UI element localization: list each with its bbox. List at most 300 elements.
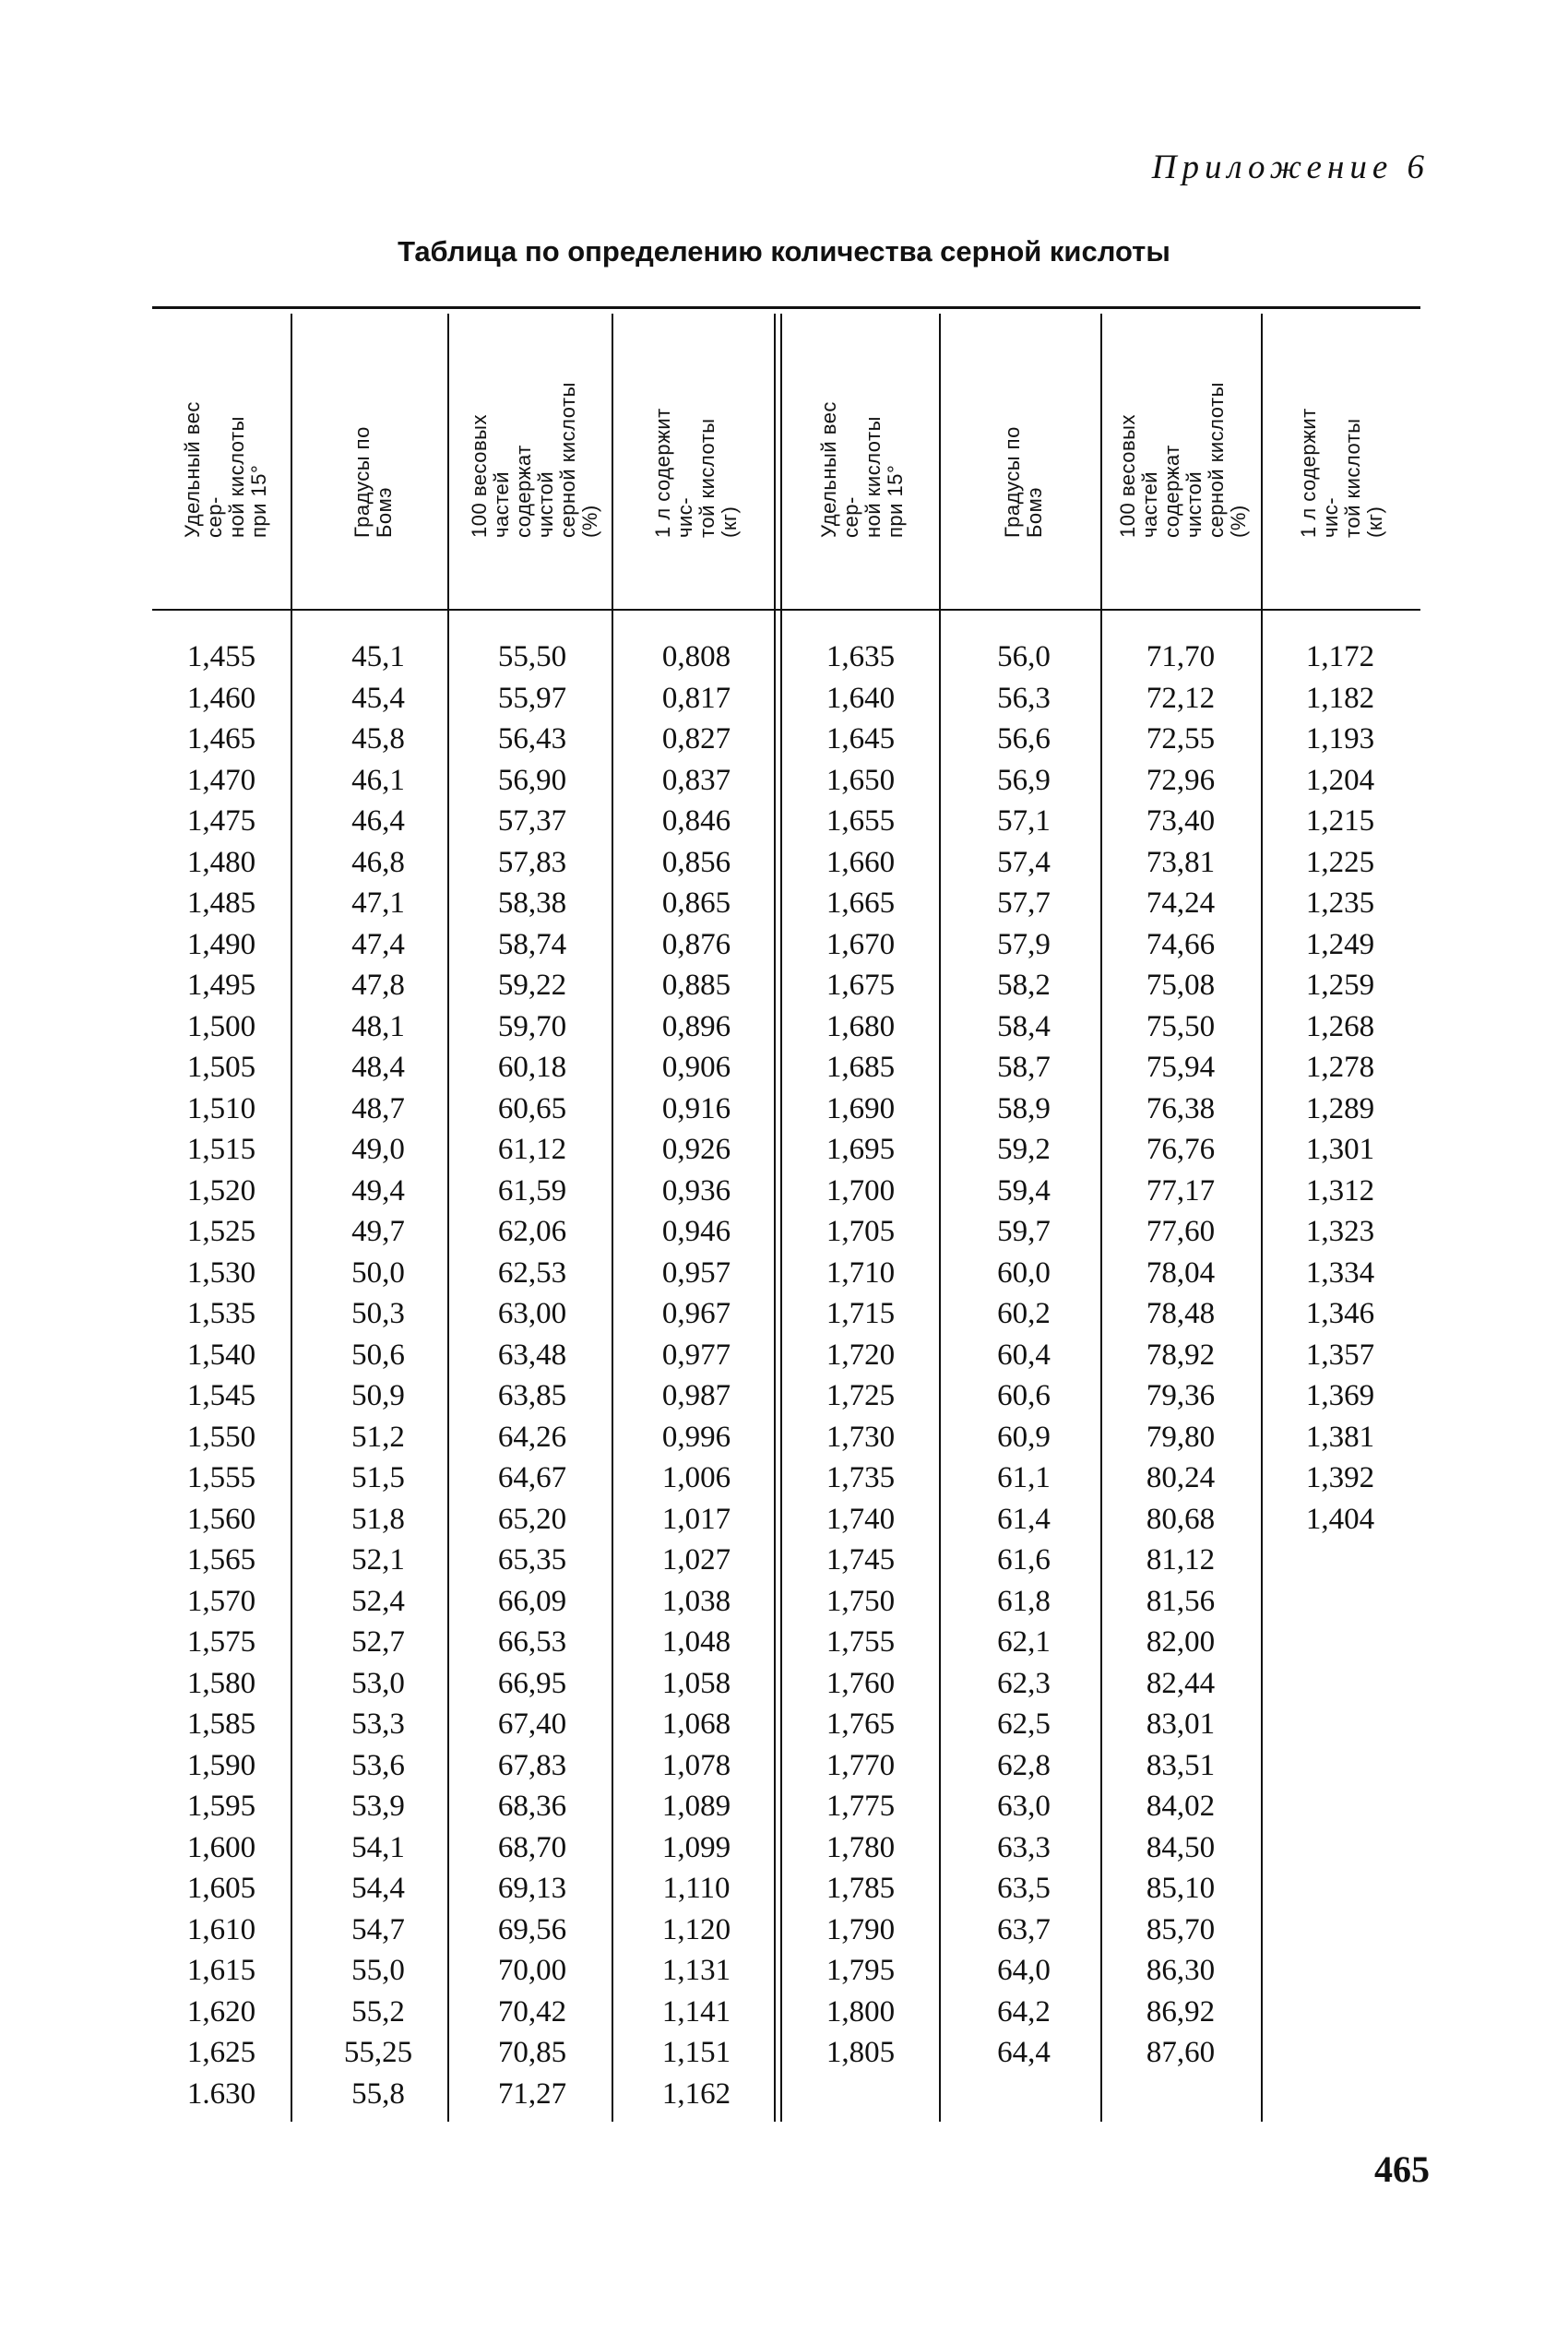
table-cell: 1,805	[826, 2036, 896, 2069]
table-cell: 63,48	[497, 1338, 567, 1372]
column-percent	[454, 637, 611, 2114]
table-cell: 59,22	[497, 969, 567, 1002]
table-cell: 57,1	[997, 804, 1051, 838]
table-cell: 84,50	[1146, 1830, 1216, 1864]
table-cell: 1,480	[186, 845, 256, 879]
table-cell: 1,495	[186, 969, 256, 1002]
table-cell: 58,9	[997, 1091, 1051, 1125]
table-cell: 1,289	[1305, 1091, 1375, 1125]
table-cell: 1,720	[826, 1338, 896, 1372]
table-cell: 1,550	[186, 1420, 256, 1454]
table-cell: 63,85	[497, 1379, 567, 1412]
table-cell: 56,6	[997, 722, 1051, 756]
table-cell: 80,68	[1146, 1502, 1216, 1536]
table-cell: 1,530	[186, 1255, 256, 1290]
table-cell: 59,70	[497, 1009, 567, 1043]
table-cell: 1,705	[826, 1215, 896, 1248]
table-cell: 73,81	[1146, 845, 1216, 879]
table-cell: 80,24	[1146, 1461, 1216, 1494]
table-cell: 60,0	[997, 1255, 1051, 1290]
header-bottom-rule	[152, 609, 1420, 611]
table-cell: 83,51	[1146, 1748, 1216, 1782]
table-cell: 76,76	[1146, 1133, 1216, 1166]
table-cell: 1,665	[826, 886, 896, 920]
table-cell: 53,6	[351, 1748, 405, 1782]
table-cell: 66,09	[497, 1584, 567, 1618]
table-cell: 82,00	[1146, 1625, 1216, 1659]
table-cell: 1,695	[826, 1133, 896, 1166]
table-cell: 64,67	[497, 1461, 567, 1494]
table-cell: 0,856	[661, 845, 731, 879]
table-cell: 1,038	[661, 1584, 731, 1618]
table-cell: 60,9	[997, 1420, 1051, 1454]
table-cell: 78,48	[1146, 1297, 1216, 1330]
table-cell: 1,535	[186, 1297, 256, 1330]
header-text: 100 весовых частей содержат чистой серной кислоты (%)	[1116, 382, 1250, 538]
table-cell: 74,24	[1146, 886, 1216, 920]
table-cell: 63,7	[997, 1912, 1051, 1946]
page-number: 465	[1374, 2148, 1430, 2190]
table-cell: 1,120	[661, 1912, 731, 1946]
page-title: Таблица по определению количества серной кислоты	[398, 235, 1170, 268]
table-cell: 61,12	[497, 1133, 567, 1166]
table-cell: 67,40	[497, 1707, 567, 1741]
table-cell: 1,610	[186, 1912, 256, 1946]
table-cell: 1,323	[1305, 1215, 1375, 1248]
table-cell: 1,505	[186, 1051, 256, 1084]
table-cell: 0,906	[661, 1051, 731, 1084]
table-cell: 1,785	[826, 1872, 896, 1905]
table-cell: 61,8	[997, 1584, 1051, 1618]
table-cell: 69,13	[497, 1872, 567, 1905]
table-cell: 56,3	[997, 681, 1051, 715]
table-cell: 60,6	[997, 1379, 1051, 1412]
table-cell: 0,865	[661, 886, 731, 920]
table-cell: 1,740	[826, 1502, 896, 1536]
table-cell: 55,2	[351, 1994, 405, 2029]
table-cell: 83,01	[1146, 1707, 1216, 1741]
table-cell: 54,1	[351, 1830, 405, 1864]
table-cell: 1,278	[1305, 1051, 1375, 1084]
table-cell: 76,38	[1146, 1091, 1216, 1125]
table-cell: 61,1	[997, 1461, 1051, 1494]
table-cell: 1,765	[826, 1707, 896, 1741]
table-cell: 1,565	[186, 1543, 256, 1576]
header-text: 100 весовых частей содержат чистой серной кислоты (%)	[468, 382, 601, 538]
column-kg-per-liter	[618, 637, 775, 2114]
table-cell: 58,74	[497, 927, 567, 961]
table-cell: 1,605	[186, 1872, 256, 1905]
table-cell: 1,172	[1305, 640, 1375, 673]
table-cell: 1,268	[1305, 1009, 1375, 1043]
table-cell: 51,5	[351, 1461, 405, 1494]
header-text: Удельный вес сер- ной кислоты при 15°	[817, 401, 907, 538]
table-cell: 1,006	[661, 1461, 731, 1494]
table-top-rule	[152, 306, 1420, 309]
table-cell: 63,00	[497, 1297, 567, 1330]
table-cell: 1,715	[826, 1297, 896, 1330]
table-cell: 49,4	[351, 1173, 405, 1208]
table-cell: 51,8	[351, 1502, 405, 1536]
table-cell: 1,193	[1305, 722, 1375, 756]
table-cell: 1,685	[826, 1051, 896, 1084]
table-cell: 54,7	[351, 1912, 405, 1946]
table-cell: 1,655	[826, 804, 896, 838]
table-cell: 56,0	[997, 640, 1051, 673]
table-cell: 47,8	[351, 969, 405, 1002]
table-cell: 0,967	[661, 1297, 731, 1330]
table-cell: 58,4	[997, 1009, 1051, 1043]
table-cell: 1,625	[186, 2036, 256, 2069]
table-cell: 1,182	[1305, 681, 1375, 715]
table-cell: 1,595	[186, 1790, 256, 1823]
table-cell: 52,4	[351, 1584, 405, 1618]
header-cell-kg-per-liter-2	[1264, 314, 1420, 605]
table-cell: 1,048	[661, 1625, 731, 1659]
table-cell: 86,92	[1146, 1994, 1216, 2029]
table-cell: 47,4	[351, 927, 405, 961]
table-cell: 1,027	[661, 1543, 731, 1576]
table-cell: 64,4	[997, 2036, 1051, 2069]
header-text: 1 л содержит чис- той кислоты (кг)	[651, 408, 741, 538]
table-cell: 1,485	[186, 886, 256, 920]
table-cell: 0,846	[661, 804, 731, 838]
table-cell: 60,65	[497, 1091, 567, 1125]
table-cell: 1,675	[826, 969, 896, 1002]
table-cell: 61,6	[997, 1543, 1051, 1576]
table-cell: 72,96	[1146, 763, 1216, 797]
table-cell: 62,53	[497, 1255, 567, 1290]
table-cell: 1.630	[186, 2076, 256, 2111]
table-cell: 1,790	[826, 1912, 896, 1946]
table-cell: 1,151	[661, 2036, 731, 2069]
table-cell: 1,465	[186, 722, 256, 756]
table-cell: 1,404	[1305, 1502, 1375, 1536]
table-cell: 65,20	[497, 1502, 567, 1536]
column-baume	[300, 637, 457, 2114]
table-cell: 1,131	[661, 1954, 731, 1987]
table-cell: 1,795	[826, 1954, 896, 1987]
table-cell: 71,70	[1146, 640, 1216, 673]
column-percent-2	[1102, 637, 1259, 2074]
table-cell: 50,0	[351, 1255, 405, 1290]
table-cell: 72,12	[1146, 681, 1216, 715]
table-cell: 46,8	[351, 845, 405, 879]
table-cell: 1,500	[186, 1009, 256, 1043]
header-text: Градусы по Бомэ	[1001, 426, 1046, 538]
table-cell: 59,2	[997, 1133, 1051, 1166]
table-cell: 1,620	[186, 1994, 256, 2029]
table-cell: 1,580	[186, 1666, 256, 1700]
table-cell: 60,4	[997, 1338, 1051, 1372]
table-cell: 78,04	[1146, 1255, 1216, 1290]
table-cell: 1,099	[661, 1830, 731, 1864]
table-cell: 54,4	[351, 1872, 405, 1905]
table-cell: 0,987	[661, 1379, 731, 1412]
header-cell-specific-gravity-2	[784, 314, 941, 605]
table-cell: 45,4	[351, 681, 405, 715]
table-cell: 0,996	[661, 1420, 731, 1454]
table-cell: 1,301	[1305, 1133, 1375, 1166]
table-cell: 46,4	[351, 804, 405, 838]
table-cell: 70,85	[497, 2036, 567, 2069]
table-cell: 48,4	[351, 1051, 405, 1084]
table-cell: 87,60	[1146, 2036, 1216, 2069]
table-cell: 64,0	[997, 1954, 1051, 1987]
table-cell: 63,0	[997, 1790, 1051, 1823]
table-cell: 62,06	[497, 1215, 567, 1248]
table-cell: 75,94	[1146, 1051, 1216, 1084]
table-cell: 48,1	[351, 1009, 405, 1043]
table-cell: 53,0	[351, 1666, 405, 1700]
table-cell: 64,26	[497, 1420, 567, 1454]
table-cell: 1,570	[186, 1584, 256, 1618]
table-cell: 1,259	[1305, 969, 1375, 1002]
table-cell: 1,357	[1305, 1338, 1375, 1372]
table-cell: 1,110	[662, 1872, 731, 1905]
table-cell: 52,1	[351, 1543, 405, 1576]
table-cell: 1,490	[186, 927, 256, 961]
table-cell: 1,745	[826, 1543, 896, 1576]
table-cell: 62,3	[997, 1666, 1051, 1700]
table-cell: 48,7	[351, 1091, 405, 1125]
table-cell: 77,60	[1146, 1215, 1216, 1248]
table-cell: 55,25	[343, 2036, 413, 2069]
table-cell: 1,725	[826, 1379, 896, 1412]
header-cell-kg-per-liter	[618, 314, 775, 605]
table-cell: 1,710	[826, 1255, 896, 1290]
table-cell: 1,700	[826, 1173, 896, 1208]
table-cell: 63,5	[997, 1872, 1051, 1905]
table-cell: 1,750	[826, 1584, 896, 1618]
table-cell: 1,780	[826, 1830, 896, 1864]
table-cell: 1,555	[186, 1461, 256, 1494]
table-cell: 55,97	[497, 681, 567, 715]
table-cell: 1,515	[186, 1133, 256, 1166]
table-cell: 0,946	[661, 1215, 731, 1248]
table-cell: 1,585	[186, 1707, 256, 1741]
table-cell: 1,800	[826, 1994, 896, 2029]
table-cell: 68,70	[497, 1830, 567, 1864]
table-cell: 0,896	[661, 1009, 731, 1043]
table-cell: 1,017	[661, 1502, 731, 1536]
table-cell: 81,12	[1146, 1543, 1216, 1576]
table-cell: 58,7	[997, 1051, 1051, 1084]
table-cell: 1,540	[186, 1338, 256, 1372]
table-cell: 1,520	[186, 1173, 256, 1208]
table-cell: 60,18	[497, 1051, 567, 1084]
table-cell: 57,9	[997, 927, 1051, 961]
table-cell: 84,02	[1146, 1790, 1216, 1823]
table-cell: 1,162	[661, 2076, 731, 2111]
table-cell: 45,1	[351, 640, 405, 673]
table-cell: 61,59	[497, 1173, 567, 1208]
header-text: 1 л содержит чис- той кислоты (кг)	[1297, 408, 1386, 538]
table-cell: 55,8	[351, 2076, 405, 2111]
table-cell: 1,525	[186, 1215, 256, 1248]
header-cell-baume	[295, 314, 452, 605]
table-cell: 62,8	[997, 1748, 1051, 1782]
table-cell: 0,808	[661, 640, 731, 673]
table-cell: 66,95	[497, 1666, 567, 1700]
column-specific-gravity	[143, 637, 300, 2114]
table-cell: 59,4	[997, 1173, 1051, 1208]
table-cell: 57,83	[497, 845, 567, 879]
table-cell: 52,7	[351, 1625, 405, 1659]
table-cell: 86,30	[1146, 1954, 1216, 1987]
header-cell-percent	[457, 314, 613, 605]
table-cell: 1,590	[186, 1748, 256, 1782]
table-cell: 45,8	[351, 722, 405, 756]
appendix-label: Приложение 6	[1151, 149, 1430, 186]
table-cell: 65,35	[497, 1543, 567, 1576]
table-cell: 71,27	[497, 2076, 567, 2111]
table-cell: 1,615	[186, 1954, 256, 1987]
table-cell: 1,475	[186, 804, 256, 838]
column-specific-gravity-2	[782, 637, 939, 2074]
header-text: Удельный вес сер- ной кислоты при 15°	[181, 401, 270, 538]
table-cell: 1,560	[186, 1502, 256, 1536]
table-cell: 50,3	[351, 1297, 405, 1330]
table-cell: 57,37	[497, 804, 567, 838]
table-cell: 1,760	[826, 1666, 896, 1700]
table-cell: 0,926	[661, 1133, 731, 1166]
table-cell: 0,817	[661, 681, 731, 715]
table-cell: 49,0	[351, 1133, 405, 1166]
table-cell: 47,1	[351, 886, 405, 920]
table-cell: 1,775	[826, 1790, 896, 1823]
table-cell: 0,885	[661, 969, 731, 1002]
table-cell: 1,089	[661, 1790, 731, 1823]
table-cell: 85,10	[1146, 1872, 1216, 1905]
table-cell: 70,00	[497, 1954, 567, 1987]
table-cell: 59,7	[997, 1215, 1051, 1248]
table-cell: 1,204	[1305, 763, 1375, 797]
table-cell: 1,215	[1305, 804, 1375, 838]
table-cell: 1,600	[186, 1830, 256, 1864]
table-cell: 85,70	[1146, 1912, 1216, 1946]
table-cell: 64,2	[997, 1994, 1051, 2029]
table-cell: 0,957	[661, 1255, 731, 1290]
table-cell: 1,381	[1305, 1420, 1375, 1454]
table-cell: 1,640	[826, 681, 896, 715]
table-cell: 79,36	[1146, 1379, 1216, 1412]
table-cell: 1,460	[186, 681, 256, 715]
table-cell: 78,92	[1146, 1338, 1216, 1372]
table-cell: 0,916	[661, 1091, 731, 1125]
table-cell: 0,827	[661, 722, 731, 756]
table-cell: 55,0	[351, 1954, 405, 1987]
table-cell: 82,44	[1146, 1666, 1216, 1700]
table-cell: 67,83	[497, 1748, 567, 1782]
table-cell: 56,9	[997, 763, 1051, 797]
table-cell: 79,80	[1146, 1420, 1216, 1454]
table-cell: 75,50	[1146, 1009, 1216, 1043]
table-cell: 1,575	[186, 1625, 256, 1659]
header-cell-percent-2	[1105, 314, 1262, 605]
table-cell: 57,7	[997, 886, 1051, 920]
table-cell: 53,3	[351, 1707, 405, 1741]
table-cell: 69,56	[497, 1912, 567, 1946]
table-cell: 1,660	[826, 845, 896, 879]
table-cell: 0,876	[661, 927, 731, 961]
table-cell: 1,225	[1305, 845, 1375, 879]
table-cell: 53,9	[351, 1790, 405, 1823]
table-cell: 1,392	[1305, 1461, 1375, 1494]
table-cell: 81,56	[1146, 1584, 1216, 1618]
column-kg-per-liter-2	[1262, 637, 1419, 1540]
table-cell: 57,4	[997, 845, 1051, 879]
table-cell: 60,2	[997, 1297, 1051, 1330]
table-cell: 1,346	[1305, 1297, 1375, 1330]
table-cell: 1,770	[826, 1748, 896, 1782]
table-cell: 56,43	[497, 722, 567, 756]
table-cell: 66,53	[497, 1625, 567, 1659]
table-cell: 1,249	[1305, 927, 1375, 961]
table-cell: 56,90	[497, 763, 567, 797]
table-cell: 68,36	[497, 1790, 567, 1823]
table-cell: 1,735	[826, 1461, 896, 1494]
table-cell: 1,141	[661, 1994, 731, 2029]
table-cell: 75,08	[1146, 969, 1216, 1002]
table-cell: 1,078	[661, 1748, 731, 1782]
table-cell: 1,650	[826, 763, 896, 797]
table-cell: 77,17	[1146, 1173, 1216, 1208]
table-cell: 58,2	[997, 969, 1051, 1002]
table-cell: 0,936	[661, 1173, 731, 1208]
table-cell: 1,369	[1305, 1379, 1375, 1412]
table-cell: 0,977	[661, 1338, 731, 1372]
table-cell: 55,50	[497, 640, 567, 673]
table-cell: 1,510	[186, 1091, 256, 1125]
table-cell: 0,837	[661, 763, 731, 797]
table-cell: 1,670	[826, 927, 896, 961]
header-cell-baume-2	[945, 314, 1102, 605]
table-cell: 46,1	[351, 763, 405, 797]
table-cell: 49,7	[351, 1215, 405, 1248]
table-cell: 51,2	[351, 1420, 405, 1454]
table-cell: 50,6	[351, 1338, 405, 1372]
table-cell: 1,334	[1305, 1255, 1375, 1290]
table-cell: 1,068	[661, 1707, 731, 1741]
table-cell: 72,55	[1146, 722, 1216, 756]
table-cell: 1,235	[1305, 886, 1375, 920]
table-cell: 1,455	[186, 640, 256, 673]
table-cell: 1,312	[1305, 1173, 1375, 1208]
table-cell: 70,42	[497, 1994, 567, 2029]
table-cell: 62,5	[997, 1707, 1051, 1741]
table-cell: 1,058	[661, 1666, 731, 1700]
table-cell: 58,38	[497, 886, 567, 920]
table-cell: 1,730	[826, 1420, 896, 1454]
table-cell: 73,40	[1146, 804, 1216, 838]
table-cell: 1,680	[826, 1009, 896, 1043]
table-cell: 1,645	[826, 722, 896, 756]
table-cell: 1,755	[826, 1625, 896, 1659]
table-cell: 1,690	[826, 1091, 896, 1125]
table-cell: 1,545	[186, 1379, 256, 1412]
table-cell: 62,1	[997, 1625, 1051, 1659]
table-cell: 61,4	[997, 1502, 1051, 1536]
table-cell: 74,66	[1146, 927, 1216, 961]
table-cell: 1,635	[826, 640, 896, 673]
header-text: Градусы по Бомэ	[350, 426, 396, 538]
table-cell: 50,9	[351, 1379, 405, 1412]
table-cell: 63,3	[997, 1830, 1051, 1864]
header-cell-specific-gravity	[148, 314, 304, 605]
column-baume-2	[945, 637, 1102, 2074]
table-cell: 1,470	[186, 763, 256, 797]
